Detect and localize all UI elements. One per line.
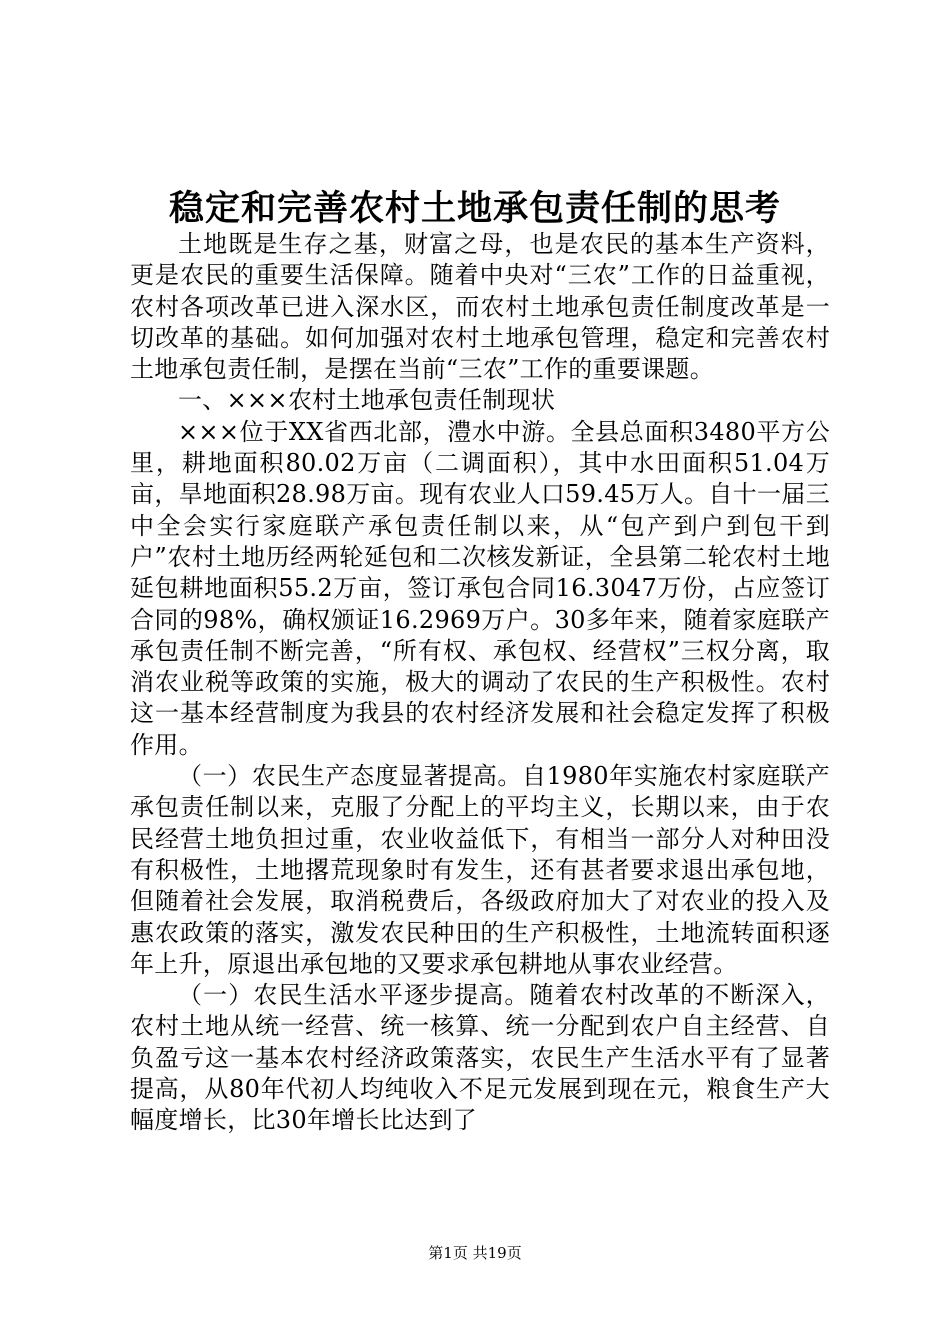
subsection-paragraph: （一）农民生活水平逐步提高。随着农村改革的不断深入，农村土地从统一经营、统一核算、统一分配到农户自主经营、自负盈亏这一基本农村经济政策落实，农民生产生活水平有了显著提高，从80年代初人均纯收入不足元发展到现在元，粮食生产大幅度增长，比30年增长比达到了 bbox=[130, 981, 830, 1135]
page-number: 第1页 共19页 bbox=[428, 1244, 522, 1262]
status-paragraph: ×××位于XX省西北部，澧水中游。全县总面积3480平方公里，耕地面积80.02万亩（二调面积），其中水田面积51.04万亩，旱地面积28.98万亩。现有农业人口59.45万人。自十一届三中全会实行家庭联产承包责任制以来，从“包产到户到包干到户”农村土地历经两轮延包和二次核发新证，全县第二轮农村土地延包耕地面积55.2万亩，签订承包合同16.3047万份，占应签订合同的98%，确权颁证16.2969万户。30多年来，随着家庭联产承包责任制不断完善，“所有权、承包权、经营权”三权分离，取消农业税等政策的实施，极大的调动了农民的生产积极性。农村这一基本经营制度为我县的农村经济发展和社会稳定发挥了积极作用。 bbox=[130, 417, 830, 759]
document-title: 稳定和完善农村土地承包责任制的思考 bbox=[168, 188, 781, 229]
intro-paragraph: 土地既是生存之基，财富之母，也是农民的基本生产资料，更是农民的重要生活保障。随着中央对“三农”工作的日益重视，农村各项改革已进入深水区，而农村土地承包责任制度改革是一切改革的基础。如何加强对农村土地承包管理，稳定和完善农村土地承包责任制，是摆在当前“三农”工作的重要课题。 bbox=[130, 230, 830, 384]
document-body bbox=[130, 229, 830, 1137]
section-heading: 一、×××农村土地承包责任制现状 bbox=[178, 386, 556, 415]
subsection-paragraph: （一）农民生产态度显著提高。自1980年实施农村家庭联产承包责任制以来，克服了分配上的平均主义，长期以来，由于农民经营土地负担过重，农业收益低下，有相当一部分人对种田没有积极性，土地撂荒现象时有发生，还有甚者要求退出承包地，但随着社会发展，取消税费后，各级政府加大了对农业的投入及惠农政策的落实，激发农民种田的生产积极性，土地流转面积逐年上升，原退出承包地的又要求承包耕地从事农业经营。 bbox=[130, 762, 830, 978]
